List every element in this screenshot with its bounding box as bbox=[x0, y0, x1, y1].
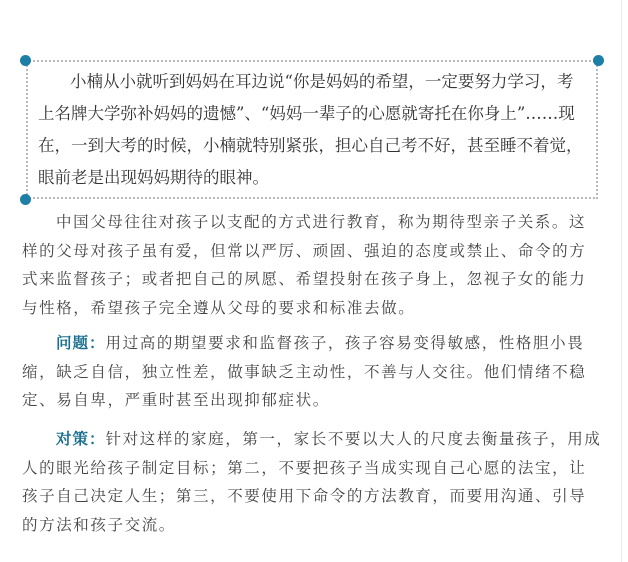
problem-paragraph bbox=[22, 329, 602, 415]
intro-paragraph: 中国父母往往对孩子以支配的方式进行教育，称为期待型亲子关系。这样的父母对孩子虽有爱，但常以严厉、顽固、强迫的态度或禁止、命令的方式来监督孩子；或者把自己的夙愿、希望投射在孩子身上，忽视子女的能力与性格，希望孩子完全遵从父母的要求和标准去做。 bbox=[22, 213, 587, 317]
quote-box-handle-top-left bbox=[20, 55, 31, 66]
quote-text: 小楠从小就听到妈妈在耳边说“你是妈妈的希望，一定要努力学习，考上名牌大学弥补妈妈的遗憾”、“妈妈一辈子的心愿就寄托在你身上”……现在，一到大考的时候，小楠就特别紧张，担心自己考不好，甚至睡不着觉，眼前老是出现妈妈期待的眼神。 bbox=[38, 72, 583, 187]
quote-box-handle-top-right bbox=[593, 55, 604, 66]
page-right-rule bbox=[621, 0, 622, 562]
problem-text: 用过高的期望要求和监督孩子，孩子容易变得敏感，性格胆小畏缩，缺乏自信，独立性差，做事缺乏主动性，不善与人交往。他们情绪不稳定、易自卑，严重时甚至出现抑郁症状。 bbox=[22, 334, 587, 409]
solution-text: 针对这样的家庭，第一，家长不要以大人的尺度去衡量孩子，用成人的眼光给孩子制定目标；第二，不要把孩子当成实现自己心愿的法宝，让孩子自己决定人生；第三，不要使用下命令的方法教育，而要用沟通、引导的方法和孩子交流。 bbox=[22, 430, 602, 534]
solution-label: 对策： bbox=[56, 429, 106, 448]
quote-box-handle-bottom-left bbox=[20, 194, 31, 205]
problem-label: 问题： bbox=[56, 333, 106, 352]
solution-paragraph bbox=[22, 425, 602, 539]
